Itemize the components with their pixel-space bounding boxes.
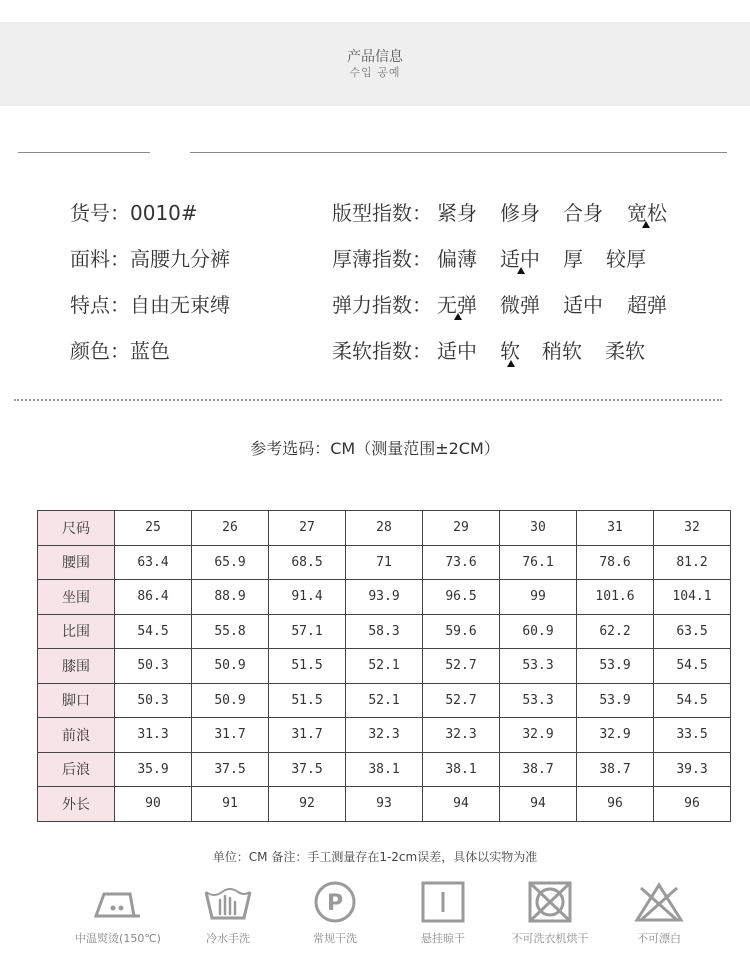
table-cell: 31.7 (269, 718, 346, 753)
info-row-feature (70, 289, 230, 318)
table-cell: 54.5 (654, 649, 731, 684)
table-cell: 53.3 (500, 683, 577, 718)
table-cell: 60.9 (500, 614, 577, 649)
index-option: 无弹 (437, 293, 477, 317)
table-row-label: 腰围 (38, 545, 115, 580)
table-cell: 76.1 (500, 545, 577, 580)
table-cell: 33.5 (654, 718, 731, 753)
table-cell: 50.3 (115, 649, 192, 684)
table-cell: 58.3 (346, 614, 423, 649)
divider-left (18, 152, 150, 153)
table-cell: 51.5 (269, 649, 346, 684)
table-cell: 68.5 (269, 545, 346, 580)
table-cell: 101.6 (577, 580, 654, 615)
table-cell: 52.1 (346, 649, 423, 684)
care-item-line-dry (388, 880, 498, 946)
svg-text:P: P (326, 891, 344, 916)
info-label: 颜色： (70, 339, 130, 363)
index-option: 修身 (500, 201, 540, 225)
table-cell: 86.4 (115, 580, 192, 615)
table-cell: 92 (269, 787, 346, 822)
table-cell: 94 (500, 787, 577, 822)
table-cell: 63.5 (654, 614, 731, 649)
measurement-note: 单位：CM 备注：手工测量存在1-2cm误差，具体以实物为准 (212, 850, 538, 864)
index-option: 偏薄 (437, 247, 477, 271)
table-cell: 54.5 (654, 683, 731, 718)
index-option: 稍软 (542, 339, 582, 363)
table-cell: 51.5 (269, 683, 346, 718)
line-dry-icon (415, 880, 471, 924)
table-cell: 52.7 (423, 649, 500, 684)
table-cell: 37.5 (269, 752, 346, 787)
table-row (38, 718, 731, 753)
table-row (38, 649, 731, 684)
table-cell: 104.1 (654, 580, 731, 615)
table-cell: 93 (346, 787, 423, 822)
table-cell: 31 (577, 511, 654, 546)
index-option: 软 (500, 339, 520, 363)
table-cell: 53.9 (577, 683, 654, 718)
table-cell: 91 (192, 787, 269, 822)
table-cell: 93.9 (346, 580, 423, 615)
table-row-label: 膝围 (38, 649, 115, 684)
table-cell: 31.7 (192, 718, 269, 753)
table-cell: 30 (500, 511, 577, 546)
care-item-no-bleach (604, 880, 714, 946)
index-option: 微弹 (500, 293, 540, 317)
selected-marker-icon (507, 360, 515, 367)
table-cell: 63.4 (115, 545, 192, 580)
table-header-row (38, 511, 731, 546)
table-cell: 96 (577, 787, 654, 822)
care-label: 不可漂白 (637, 932, 681, 945)
table-cell: 65.9 (192, 545, 269, 580)
table-cell: 38.1 (423, 752, 500, 787)
care-label: 不可洗衣机烘干 (511, 932, 589, 945)
table-cell: 59.6 (423, 614, 500, 649)
table-cell: 54.5 (115, 614, 192, 649)
index-label: 柔软指数： (332, 339, 432, 363)
table-cell: 28 (346, 511, 423, 546)
table-cell: 尺码 (38, 511, 115, 546)
no-bleach-icon (631, 880, 687, 924)
care-item-hand-wash (173, 880, 283, 946)
table-row (38, 752, 731, 787)
table-cell: 81.2 (654, 545, 731, 580)
index-option: 柔软 (605, 339, 645, 363)
table-cell: 73.6 (423, 545, 500, 580)
table-cell: 50.9 (192, 649, 269, 684)
info-value: 自由无束缚 (130, 293, 230, 317)
table-cell: 32.3 (346, 718, 423, 753)
info-row-fabric (70, 243, 230, 272)
hand-wash-icon (200, 880, 256, 924)
table-cell: 78.6 (577, 545, 654, 580)
index-option: 较厚 (606, 247, 646, 271)
size-table (37, 510, 731, 822)
table-cell: 99 (500, 580, 577, 615)
table-cell: 96.5 (423, 580, 500, 615)
care-item-no-tumble (495, 880, 605, 946)
table-cell: 25 (115, 511, 192, 546)
table-cell: 38.7 (577, 752, 654, 787)
index-label: 厚薄指数： (332, 247, 432, 271)
table-cell: 53.3 (500, 649, 577, 684)
info-value: 蓝色 (130, 339, 170, 363)
table-cell: 37.5 (192, 752, 269, 787)
table-row-label: 后浪 (38, 752, 115, 787)
table-cell: 91.4 (269, 580, 346, 615)
selected-marker-icon (517, 267, 525, 274)
table-cell: 90 (115, 787, 192, 822)
table-cell: 50.3 (115, 683, 192, 718)
table-row-label: 外长 (38, 787, 115, 822)
table-cell: 29 (423, 511, 500, 546)
selected-marker-icon (642, 221, 650, 228)
care-label: 冷水手洗 (206, 932, 250, 945)
table-cell: 88.9 (192, 580, 269, 615)
table-cell: 32 (654, 511, 731, 546)
info-value: 高腰九分裤 (130, 247, 230, 271)
header-title: 产品信息 (347, 49, 403, 65)
table-cell: 52.1 (346, 683, 423, 718)
table-cell: 53.9 (577, 649, 654, 684)
table-cell: 32.3 (423, 718, 500, 753)
info-label: 货号： (70, 201, 130, 225)
table-cell: 71 (346, 545, 423, 580)
care-label: 悬挂晾干 (421, 932, 465, 945)
table-cell: 52.7 (423, 683, 500, 718)
table-row (38, 787, 731, 822)
table-cell: 50.9 (192, 683, 269, 718)
header-banner (0, 22, 750, 106)
iron-icon (90, 880, 146, 924)
table-cell: 57.1 (269, 614, 346, 649)
table-cell: 32.9 (500, 718, 577, 753)
index-option: 合身 (563, 201, 603, 225)
table-row (38, 545, 731, 580)
index-option: 紧身 (437, 201, 477, 225)
divider-right (190, 152, 727, 153)
index-label: 弹力指数： (332, 293, 432, 317)
table-cell: 35.9 (115, 752, 192, 787)
index-option: 适中 (437, 339, 477, 363)
info-row-color (70, 335, 170, 364)
info-row-item-no (70, 197, 198, 226)
table-cell: 31.3 (115, 718, 192, 753)
info-label: 面料： (70, 247, 130, 271)
index-option: 适中 (500, 247, 540, 271)
table-cell: 39.3 (654, 752, 731, 787)
care-label: 中温熨烫(150℃) (75, 932, 161, 945)
table-row (38, 614, 731, 649)
dotted-divider (14, 399, 722, 401)
table-cell: 94 (423, 787, 500, 822)
index-option: 适中 (563, 293, 603, 317)
info-label: 特点： (70, 293, 130, 317)
header-subtitle: 수입 공예 (349, 66, 401, 79)
selected-marker-icon (454, 313, 462, 320)
table-row (38, 580, 731, 615)
table-row-label: 前浪 (38, 718, 115, 753)
table-row-label: 脚口 (38, 683, 115, 718)
table-cell: 96 (654, 787, 731, 822)
table-cell: 38.7 (500, 752, 577, 787)
no-machine-dry-icon (522, 880, 578, 924)
table-cell: 32.9 (577, 718, 654, 753)
table-row-label: 坐围 (38, 580, 115, 615)
table-cell: 62.2 (577, 614, 654, 649)
table-row (38, 683, 731, 718)
dry-clean-p-icon (307, 880, 363, 924)
info-value: 0010# (130, 201, 198, 225)
index-option: 超弹 (627, 293, 667, 317)
index-label: 版型指数： (332, 201, 432, 225)
care-item-dry-clean (280, 880, 390, 946)
table-cell: 38.1 (346, 752, 423, 787)
table-row-label: 比围 (38, 614, 115, 649)
size-chart-title: 参考选码：CM（测量范围±2CM） (250, 439, 500, 458)
care-item-iron (63, 880, 173, 946)
care-label: 常规干洗 (313, 932, 357, 945)
table-cell: 27 (269, 511, 346, 546)
table-cell: 55.8 (192, 614, 269, 649)
table-cell: 26 (192, 511, 269, 546)
index-option: 厚 (563, 247, 583, 271)
index-option: 宽松 (627, 201, 667, 225)
